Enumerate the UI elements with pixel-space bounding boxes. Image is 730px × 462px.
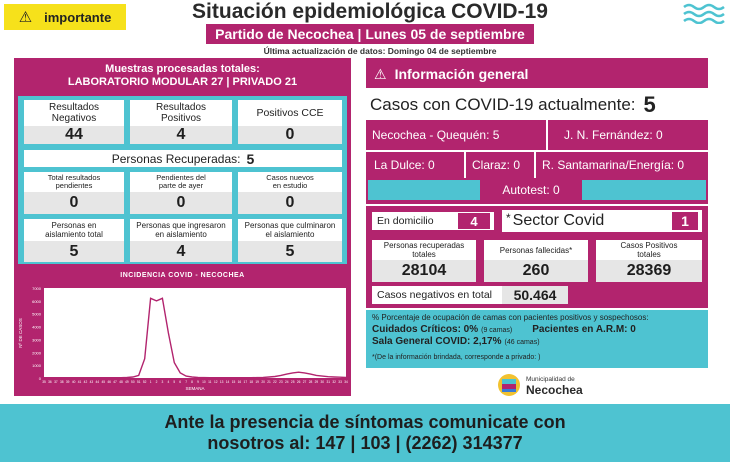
x-tick-label: 35 xyxy=(42,380,46,384)
stat-label: Total resultados pendientes xyxy=(47,172,101,190)
x-tick-label: 18 xyxy=(249,380,254,384)
x-tick-label: 51 xyxy=(136,380,141,384)
x-tick-label: 5 xyxy=(173,380,176,384)
samples-line2: LABORATORIO MODULAR 27 | PRIVADO 21 xyxy=(67,76,298,88)
y-tick-label: 1000 xyxy=(32,363,41,369)
sala-label: Sala General COVID: 2,17% xyxy=(372,336,502,347)
footer-line2: nosotros al: 147 | 103 | (2262) 314377 xyxy=(207,433,523,453)
x-tick-label: 27 xyxy=(302,380,307,384)
x-tick-label: 52 xyxy=(142,380,147,384)
negativos-value: 50.464 xyxy=(502,286,568,304)
info-title: Información general xyxy=(394,66,529,82)
stat-negativos xyxy=(24,100,124,126)
stat-casos-nuevos xyxy=(238,172,342,192)
logo-emblem-icon xyxy=(496,372,522,398)
samples-line1: Muestras procesadas totales: xyxy=(105,63,260,75)
locality-dulce: La Dulce: 0 xyxy=(374,158,435,172)
x-tick-label: 15 xyxy=(231,380,236,384)
x-tick-label: 10 xyxy=(202,380,206,384)
positivos-label xyxy=(596,240,702,260)
x-tick-label: 3 xyxy=(161,380,164,384)
stat-value: 0 xyxy=(238,126,342,144)
x-tick-label: 42 xyxy=(83,380,88,384)
x-tick-label: 25 xyxy=(290,380,295,384)
x-tick-label: 43 xyxy=(89,380,94,384)
stat-label: Positivos CCE xyxy=(256,107,324,119)
x-tick-label: 45 xyxy=(101,380,105,384)
x-tick-label: 49 xyxy=(125,380,129,384)
x-tick-label: 2 xyxy=(155,380,158,384)
stat-label: Personas en aislamiento total xyxy=(45,221,103,239)
locality-claraz: Claraz: 0 xyxy=(472,158,521,172)
badge-label: importante xyxy=(44,9,112,25)
stat-value: 4 xyxy=(130,241,232,262)
stat-value: 44 xyxy=(24,126,124,144)
autotest-bar-left xyxy=(368,180,480,200)
sector-value: 1 xyxy=(672,212,698,230)
recuperadas-value: 28104 xyxy=(372,260,476,282)
y-tick-label: 6000 xyxy=(32,298,41,304)
locality-necochea: Necochea - Quequén: 5 xyxy=(372,128,500,142)
importante-badge xyxy=(4,4,126,30)
locality-santamarina: R. Santamarina/Energía: 0 xyxy=(542,158,685,172)
stat-cce xyxy=(238,100,342,126)
warning-icon: ⚠ xyxy=(374,65,387,82)
x-tick-label: 20 xyxy=(261,380,265,384)
negativos-label: Casos negativos en total xyxy=(377,289,492,301)
municipality-logo xyxy=(496,372,583,398)
x-tick-label: 17 xyxy=(243,380,248,384)
x-tick-label: 46 xyxy=(107,380,111,384)
x-axis-label: SEMANA xyxy=(185,386,205,391)
logo-small: Municipalidad de xyxy=(526,376,575,383)
arm-label: Pacientes en A.R.M: 0 xyxy=(532,324,636,335)
domicilio-label: En domicilio xyxy=(377,215,434,227)
y-tick-label: 5000 xyxy=(32,311,41,317)
x-tick-label: 1 xyxy=(149,380,152,384)
stat-pendientes-ayer xyxy=(130,172,232,192)
stat-label: Casos Positivos totales xyxy=(620,241,678,259)
stat-value: 4 xyxy=(130,126,232,144)
x-tick-label: 33 xyxy=(338,380,342,384)
sector-label: Sector Covid xyxy=(512,212,605,229)
stat-label: Personas recuperadas totales xyxy=(383,241,465,259)
x-tick-label: 12 xyxy=(213,380,218,384)
x-tick-label: 7 xyxy=(185,380,188,384)
waves-icon xyxy=(682,2,728,24)
x-tick-label: 14 xyxy=(225,380,230,384)
stat-value: 0 xyxy=(130,192,232,214)
x-tick-label: 16 xyxy=(237,380,242,384)
sala-note: (46 camas) xyxy=(504,339,540,346)
stat-label: Personas fallecidas* xyxy=(499,245,573,255)
autotest: Autotest: 0 xyxy=(502,183,560,197)
x-tick-label: 31 xyxy=(326,380,331,384)
beds-sala-line xyxy=(372,336,540,347)
stat-label: Personas que culminaron el aislamiento xyxy=(244,221,336,239)
stat-label: Personas que ingresaron en aislamiento xyxy=(136,221,226,239)
y-tick-label: 3000 xyxy=(32,337,41,343)
x-tick-label: 28 xyxy=(308,380,313,384)
x-tick-label: 21 xyxy=(267,380,271,384)
x-tick-label: 38 xyxy=(59,380,64,384)
recovered-label: Personas Recuperadas: xyxy=(111,151,241,166)
x-tick-label: 9 xyxy=(197,380,199,384)
x-tick-label: 37 xyxy=(54,380,58,384)
current-cases xyxy=(370,91,656,119)
x-tick-label: 6 xyxy=(179,380,182,384)
x-tick-label: 11 xyxy=(208,380,212,384)
warning-icon: ⚠ xyxy=(18,9,33,26)
fallecidas-value: 260 xyxy=(484,260,588,282)
positivos-value: 28369 xyxy=(596,260,702,282)
samples-header xyxy=(14,60,351,92)
stat-value: 5 xyxy=(24,241,124,262)
y-tick-label: 2000 xyxy=(32,350,41,356)
page-subtitle: Partido de Necochea | Lunes 05 de septiembre xyxy=(206,24,534,44)
locality-divider xyxy=(464,152,466,178)
recuperadas-label xyxy=(372,240,476,260)
sector-line xyxy=(506,211,604,231)
x-tick-label: 36 xyxy=(48,380,52,384)
stat-label: Resultados Negativos xyxy=(48,102,100,124)
locality-divider xyxy=(534,152,536,178)
x-tick-label: 30 xyxy=(320,380,325,384)
x-tick-label: 34 xyxy=(344,380,348,384)
footer-line1: Ante la presencia de síntomas comunicate con xyxy=(164,412,566,432)
x-tick-label: 13 xyxy=(219,380,224,384)
incidence-chart xyxy=(14,280,351,396)
x-tick-label: 47 xyxy=(113,380,117,384)
x-tick-label: 19 xyxy=(255,380,259,384)
recovered-bar xyxy=(24,150,342,167)
stat-positivos xyxy=(130,100,232,126)
current-cases-value: 5 xyxy=(643,92,656,117)
y-tick-label: 4000 xyxy=(32,324,41,330)
x-tick-label: 29 xyxy=(314,380,319,384)
stat-label: Resultados Positivos xyxy=(155,102,207,124)
y-tick-label: 0 xyxy=(38,376,41,381)
info-header-content xyxy=(374,64,528,84)
locality-divider xyxy=(546,120,548,150)
recovered-value: 5 xyxy=(246,150,255,167)
x-tick-label: 22 xyxy=(273,380,277,384)
stat-culminaron xyxy=(238,219,342,241)
x-tick-label: 8 xyxy=(191,380,193,384)
fallecidas-label xyxy=(484,240,588,260)
domicilio-value: 4 xyxy=(458,213,490,229)
x-tick-label: 40 xyxy=(71,380,76,384)
x-tick-label: 50 xyxy=(131,380,135,384)
x-tick-label: 39 xyxy=(65,380,70,384)
sector-star: * xyxy=(506,211,511,225)
beds-cc-line xyxy=(372,324,636,335)
x-tick-label: 44 xyxy=(95,380,100,384)
stat-label: Pendientes del parte de ayer xyxy=(156,172,206,190)
stat-value: 5 xyxy=(238,241,342,262)
current-cases-label: Casos con COVID-19 actualmente: xyxy=(370,95,636,114)
stat-ingresaron xyxy=(130,219,232,241)
page-title: Situación epidemiológica COVID-19 xyxy=(192,0,548,23)
logo-big: Necochea xyxy=(526,383,583,397)
x-tick-label: 4 xyxy=(167,380,170,384)
x-tick-label: 23 xyxy=(279,380,283,384)
y-axis-label: Nº DE CASOS xyxy=(18,318,23,348)
cc-note: (9 camas) xyxy=(481,327,513,334)
x-tick-label: 48 xyxy=(119,380,123,384)
footer-banner xyxy=(0,404,730,462)
last-update: Última actualización de datos: Domingo 04 de septiembre xyxy=(263,46,497,56)
y-tick-label: 7000 xyxy=(32,286,41,291)
x-tick-label: 41 xyxy=(77,380,82,384)
locality-fernandez: J. N. Fernández: 0 xyxy=(564,128,663,142)
private-note: *(De la información brindada, corresponde a privado: ) xyxy=(372,354,541,361)
x-tick-label: 24 xyxy=(285,380,289,384)
stat-value: 0 xyxy=(238,192,342,214)
stat-label: Casos nuevos en estudio xyxy=(266,172,314,190)
stat-aislamiento-total xyxy=(24,219,124,241)
x-tick-label: 32 xyxy=(332,380,336,384)
autotest-bar-right xyxy=(582,180,706,200)
chart-plot-area xyxy=(44,288,346,378)
stat-pendientes xyxy=(24,172,124,192)
cc-label: Cuidados Críticos: 0% xyxy=(372,324,479,335)
chart-title: INCIDENCIA COVID - NECOCHEA xyxy=(120,271,245,279)
beds-title: % Porcentaje de ocupación de camas con pacientes positivos y sospechosos: xyxy=(372,313,649,322)
locality-row1-line xyxy=(366,150,708,152)
x-tick-label: 26 xyxy=(296,380,301,384)
stat-value: 0 xyxy=(24,192,124,214)
